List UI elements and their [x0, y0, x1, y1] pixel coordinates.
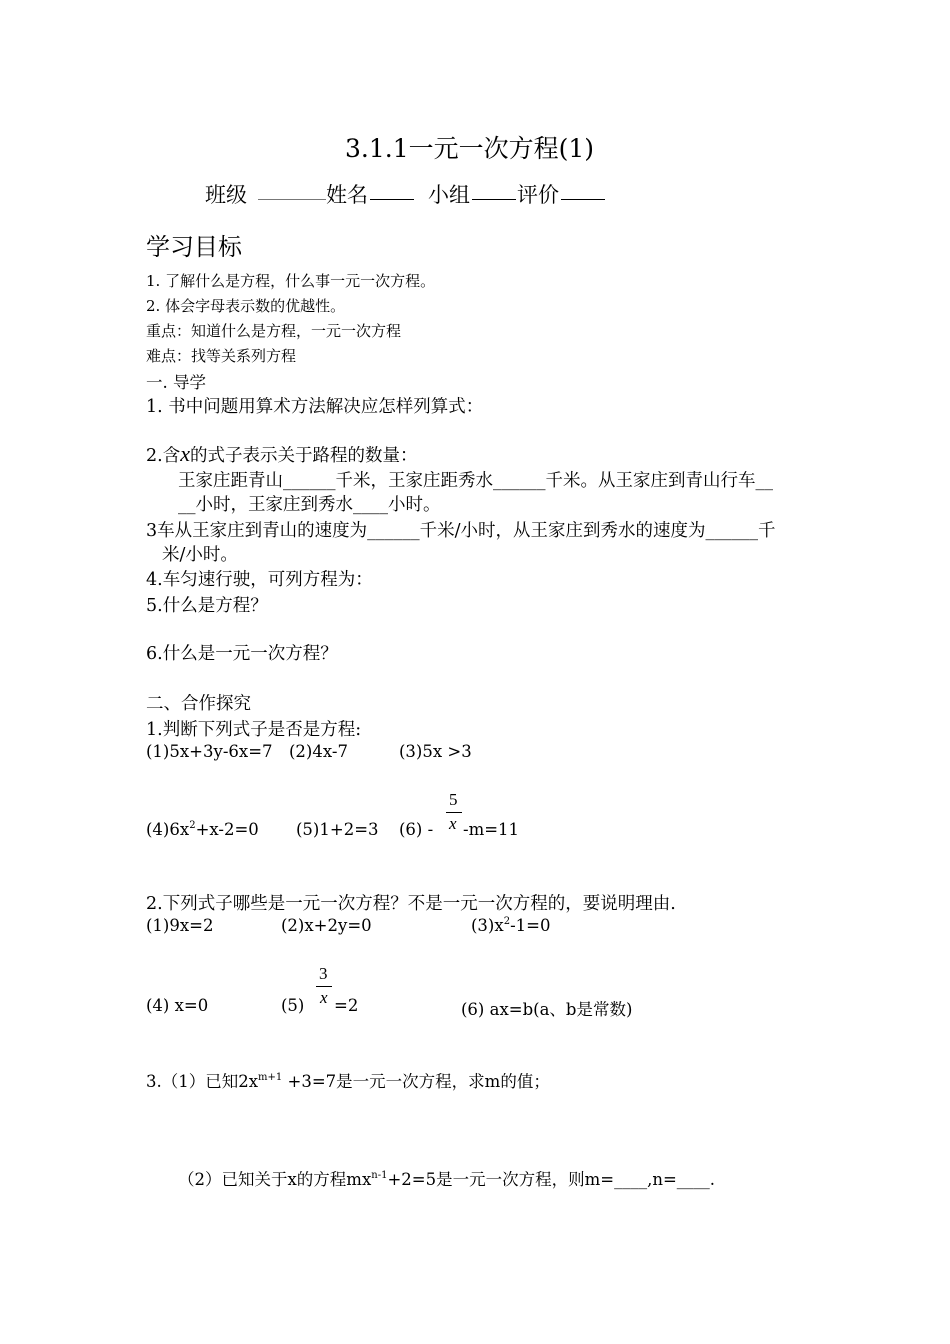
p2-item-5-rest: =2 [334, 996, 359, 1015]
p2-item-4: (4) x=0 [146, 996, 209, 1015]
p1-item-3: (3)5x >3 [399, 742, 472, 761]
problem-3-part-1 [146, 1068, 550, 1092]
q2-prefix: 2.含 [146, 446, 181, 466]
problem-1-title: 1.判断下列式子是否是方程: [146, 720, 362, 740]
difficult-point: 难点：找等关系列方程 [146, 347, 297, 365]
p1-item-6-fraction-bar [446, 812, 462, 813]
p1-item-4 [146, 820, 259, 839]
p2-item-2: (2)x+2y=0 [281, 916, 372, 935]
p2-item-5-fraction-bar [316, 986, 332, 987]
guide-question-4: 4.车匀速行驶，可列方程为： [146, 570, 373, 590]
p2-item-3 [471, 916, 550, 935]
q2-suffix: 的式子表示关于路程的数量： [189, 446, 418, 466]
p1-item-4-base: (4)6x [146, 820, 190, 839]
group-label: 小组 [428, 183, 470, 207]
guide-question-5: 5.什么是方程？ [146, 596, 268, 616]
p1-item-6-rest: -m=11 [463, 820, 520, 839]
variable-x: x [180, 441, 190, 466]
guide-question-2-line2: __小时，王家庄到秀水____小时。 [178, 495, 441, 515]
guide-question-2 [146, 441, 417, 467]
name-label: 姓名 [326, 183, 368, 207]
p3a-prefix: 3.（1）已知2x [146, 1072, 259, 1091]
p2-item-3-exponent: 2 [503, 916, 511, 927]
eval-label: 评价 [517, 183, 559, 207]
guide-question-3-line1: 3车从王家庄到青山的速度为______千米/小时，从王家庄到秀水的速度为______千 [146, 521, 776, 541]
p1-item-6-label: (6) - [399, 820, 434, 839]
p1-item-4-rest: +x-2=0 [195, 820, 259, 839]
p1-item-4-exponent: 2 [189, 820, 196, 831]
p3a-exponent: m+1 [258, 1072, 283, 1083]
p2-item-1: (1)9x=2 [146, 916, 214, 935]
class-label: 班级 [205, 183, 247, 207]
group-blank[interactable] [472, 199, 516, 200]
problem-3-part-2 [178, 1166, 715, 1190]
key-point: 重点：知道什么是方程，一元一次方程 [146, 322, 402, 340]
objective-item: 2. 体会字母表示数的优越性。 [146, 297, 346, 315]
p2-item-5-numerator: 3 [319, 964, 328, 983]
p3b-exponent: n-1 [371, 1170, 388, 1181]
guide-question-1: 1. 书中问题用算术方法解决应怎样列算式： [146, 397, 484, 417]
p3b-prefix: （2）已知关于x的方程mx [178, 1170, 372, 1189]
guide-question-2-line1: 王家庄距青山______千米，王家庄距秀水______千米。从王家庄到青山行车__ [178, 471, 773, 491]
p2-item-3-base: (3)x [471, 916, 504, 935]
eval-blank[interactable] [561, 199, 605, 200]
name-blank[interactable] [370, 199, 414, 200]
guide-question-3-line2: 米/小时。 [162, 545, 238, 565]
objective-item: 1. 了解什么是方程，什么事一元一次方程。 [146, 272, 436, 290]
problem-2-title: 2.下列式子哪些是一元一次方程？不是一元一次方程的，要说明理由. [146, 894, 676, 914]
p2-item-5-denominator: x [320, 988, 328, 1007]
p1-item-6-denominator: x [449, 814, 457, 833]
explore-heading: 二、合作探究 [146, 694, 251, 714]
page-title: 3.1.1一元一次方程(1) [345, 134, 595, 163]
p3a-suffix: +3=7是一元一次方程，求m的值； [282, 1072, 550, 1091]
p2-item-5-label: (5) [281, 996, 305, 1015]
p1-item-2: (2)4x-7 [289, 742, 348, 761]
guide-question-6: 6.什么是一元一次方程？ [146, 644, 338, 664]
p2-item-6: (6) ax=b(a、b是常数) [461, 1000, 633, 1019]
p2-item-3-rest: -1=0 [510, 916, 551, 935]
objectives-heading: 学习目标 [146, 233, 242, 261]
p3b-suffix: +2=5是一元一次方程，则m=____,n=____. [387, 1170, 716, 1189]
class-blank[interactable] [258, 199, 326, 200]
guide-heading: 一. 导学 [146, 373, 206, 392]
p1-item-1: (1)5x+3y-6x=7 [146, 742, 273, 761]
p1-item-6-numerator: 5 [449, 790, 458, 809]
p1-item-5: (5)1+2=3 [296, 820, 379, 839]
